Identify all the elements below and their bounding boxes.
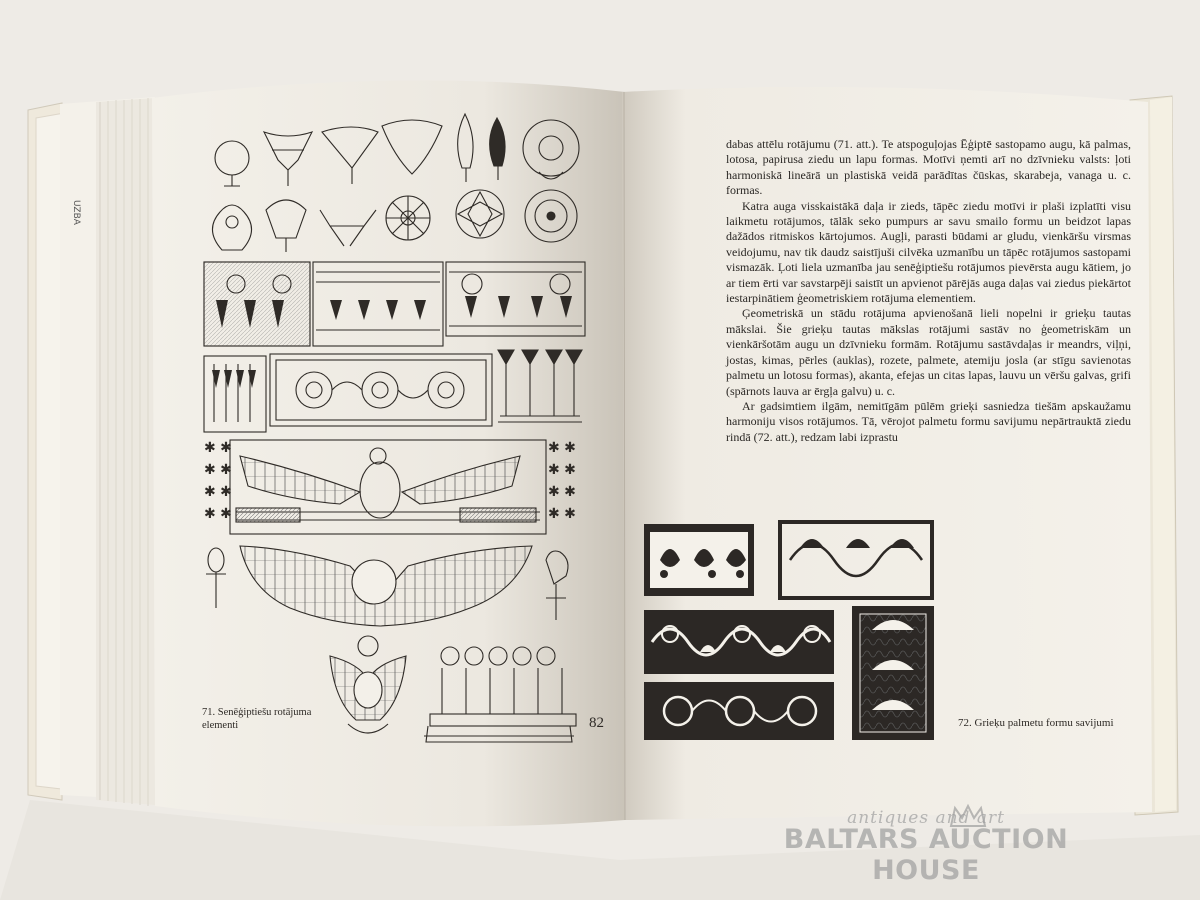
svg-text:UZBA: UZBA [71,200,81,225]
paragraph: Ar gadsimtiem ilgām, nemitīgām pūlēm grieķi sasniedza tiešām apskaužamu harmoniju visos rotājumos. Tā, vērojot palmetu formu savijumu nepārtrauktā ziedu rindā (72. att.), redzam labi izprastu [726,398,1131,444]
paragraph: Katra auga visskaistākā daļa ir zieds, tāpēc ziedu motīvi ir plaši izplatīti visu laikmetu rotājumos, tālāk seko pumpurs ar savu smailo formu un beidzot lapas dažādos ritmiskos kārtojumos. Augļi, parasti būdami ar gludu, vienkāršu virsmas veidojumu, nav tik daudz saistījuši cilvēka uzmanību un tāpēc rotājumos sastopami vismazāk. Ļoti liela uzmanība jau senēģiptiešu rotājumos pievērsta augu kātiem, jo ar tiem ērti var savstarpēji saistīt un apvienot pārējās auga daļas vai ziedus piekārtot iestarpinātiem ģeometriskiem rotājuma elementiem. [726,198,1131,306]
svg-text:✱ ✱: ✱ ✱ [204,484,232,500]
page-number: 82 [589,715,604,731]
svg-text:✱ ✱: ✱ ✱ [548,440,576,456]
figure-71-caption: 71. Senēģiptiešu rotājuma elementi [202,707,312,731]
paragraph: Ģeometriskā un stādu rotājuma apvienošanā lieli nopelni ir grieķu tautas mākslai. Šie grieķu tautas mākslas rotājumi sastāv no ģeometriskām un vienkāršotām augu un dzīvnieku formām. Rotājumu sastāvdaļas ir meandrs, viļņi, jostas, kimas, pērles (auklas), rozete, palmete, atemiju josla (ar stīgu savienotas palmetu un lotosu formas), akanta, efejas un citas lapas, lauvu un vēršu galvas, grifi (spārnots lauva ar ērgļa galvu) u. c. [726,306,1131,398]
svg-text:✱ ✱: ✱ ✱ [204,462,232,478]
palmette-column-band [852,606,934,740]
palmette-band [644,524,754,596]
svg-text:✱ ✱: ✱ ✱ [548,506,576,522]
svg-text:✱ ✱: ✱ ✱ [548,462,576,478]
svg-text:✱ ✱: ✱ ✱ [204,440,232,456]
right-page-body-text [726,137,1131,445]
svg-text:✱ ✱: ✱ ✱ [204,506,232,522]
wave-palmette-band [644,610,834,674]
spiral-palmette-band [644,682,834,740]
left-page-stack [28,97,155,806]
svg-text:✱ ✱: ✱ ✱ [548,484,576,500]
figure-72-caption: 72. Grieķu palmetu formu savijumi [958,717,1114,729]
watermark-tagline: antiques and art [847,808,1005,828]
rosette-icon [386,196,430,240]
watermark-brand: BALTARS AUCTION HOUSE [783,824,1069,886]
watermark [726,808,1126,886]
paragraph: dabas attēlu rotājumu (71. att.). Te atspoguļojas Ēģiptē sastopamo augu, kā palmas, lotosa, papirusa ziedu un lapu formas. Motīvi ņemti arī no dzīvnieku valsts: ļoti harmoniskā lineārā un plastiskā veidā parādītas čūskas, skarabeja, vanaga u. c. formas. [726,137,1131,198]
